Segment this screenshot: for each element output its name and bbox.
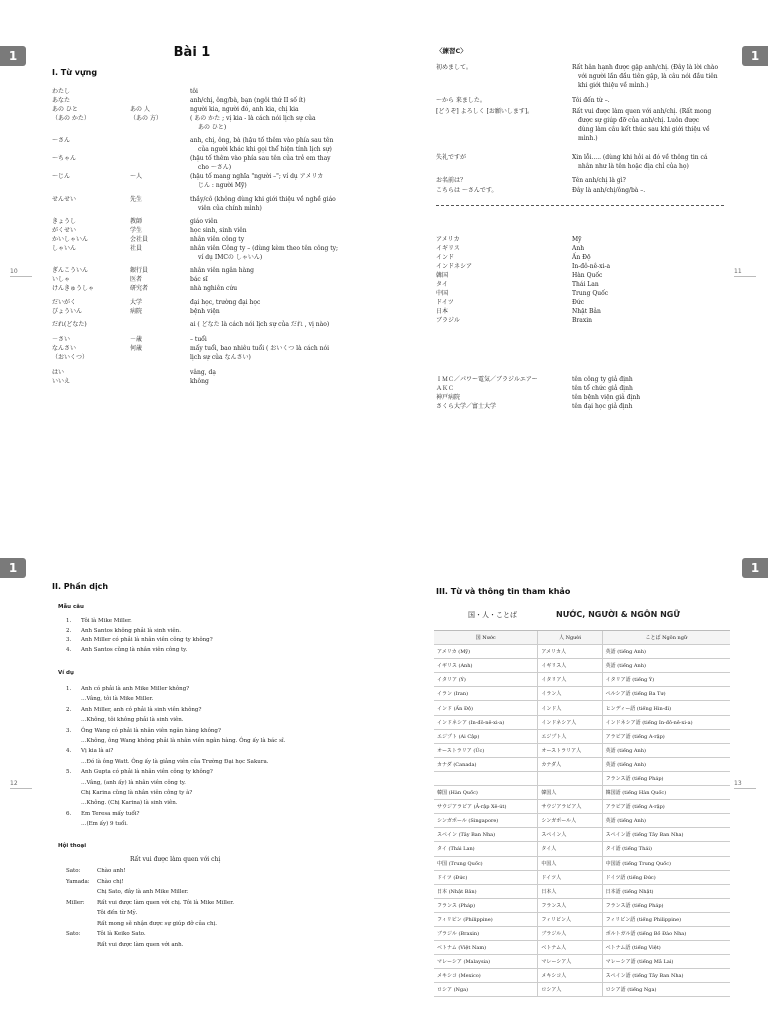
vocab-kanji: （あの 方） [130, 115, 162, 122]
vocab-kanji: 教師 [130, 218, 143, 225]
country-cell: ドイツ (Đức) [434, 870, 538, 884]
vocab-meaning: bệnh viện [190, 308, 220, 315]
vocab-reading: けんきゅうしゃ [52, 285, 95, 292]
vocab-meaning: nhân viên Công ty – (dùng kèm theo tên công ty; [190, 245, 339, 252]
country-cell: 韓国 (Hàn Quốc) [434, 786, 538, 800]
person-cell: フィリピン人 [538, 912, 602, 926]
speaker: Yamada: [66, 878, 90, 885]
vocab-meaning: (hậu tố thêm vào phía sau tên của trẻ em thay [190, 155, 331, 162]
phrase-meaning: Braxin [572, 317, 593, 324]
language-cell: ヒンディー語 (tiếng Hin-đi) [602, 701, 730, 715]
language-cell: 中国語 (tiếng Trung Quốc) [602, 856, 730, 870]
vocab-reading: いしゃ [52, 276, 71, 283]
vocab-kanji: 何歳 [130, 345, 143, 352]
lesson-tab: 1 [0, 46, 26, 66]
phrase-meaning: Rất hân hạnh được gặp anh/chị. (Đây là lời chào [572, 64, 719, 71]
vocab-reading: せんせい [52, 196, 77, 203]
section-heading: III. Từ và thông tin tham khảo [436, 587, 571, 596]
person-cell: シンガポール人 [538, 814, 602, 828]
person-cell: カナダ人 [538, 757, 602, 771]
language-cell: フランス語 (tiếng Pháp) [602, 771, 730, 785]
phrase-jp: アメリカ [436, 236, 460, 243]
table-row [434, 659, 730, 673]
page-12 [0, 512, 384, 1024]
vocab-kanji: 医者 [130, 276, 143, 283]
vocab-reading: はい [52, 369, 65, 376]
person-cell: アメリカ人 [538, 645, 602, 659]
table-row [434, 828, 730, 842]
person-cell: エジプト人 [538, 729, 602, 743]
person-cell: オーストラリア人 [538, 743, 602, 757]
country-cell: エジプト (Ai Cập) [434, 729, 538, 743]
country-cell: ベトナム (Việt Nam) [434, 941, 538, 955]
table-row [434, 898, 730, 912]
phrase-jp: 日本 [436, 308, 449, 315]
vocab-reading: （あの かた） [52, 115, 90, 122]
phrase-meaning: Thái Lan [572, 281, 599, 288]
example-text: Vị kia là ai? [81, 748, 114, 755]
page-number: 13 [734, 780, 756, 789]
vocab-reading: あの ひと [52, 106, 78, 113]
person-cell: ドイツ人 [538, 870, 602, 884]
phrase-jp: ～から 来ました。 [436, 97, 486, 104]
phrase-jp: イギリス [436, 245, 460, 252]
vocab-meaning: học sinh, sinh viên [190, 227, 247, 234]
table-row [434, 969, 730, 983]
phrase-meaning: Đây là anh/chị/ông/bà –. [572, 187, 646, 194]
person-cell: 日本人 [538, 884, 602, 898]
example-text: …Vâng, tôi là Mike Miller. [81, 696, 154, 703]
vocab-meaning: anh/chị, ông/bà, bạn (ngôi thứ II số ít) [190, 97, 306, 104]
phrase-meaning: Hàn Quốc [572, 272, 603, 279]
person-cell [538, 771, 602, 785]
vocab-reading: かいしゃいん [52, 236, 89, 243]
vocab-reading: わたし [52, 88, 71, 95]
table-row [434, 983, 730, 997]
vocab-kanji: 病院 [130, 308, 143, 315]
phrase-jp: ＡＫＣ [436, 385, 455, 392]
vocab-reading: ～ちゃん [52, 155, 77, 162]
table-row [434, 941, 730, 955]
language-cell: ロシア語 (tiếng Nga) [602, 983, 730, 997]
vocab-meaning: ai ( どなた là cách nói lịch sự của だれ , vị nào) [190, 321, 330, 328]
table-row [434, 673, 730, 687]
person-cell: スペイン人 [538, 828, 602, 842]
language-cell: タイ語 (tiếng Thái) [602, 842, 730, 856]
phrase-jp: 韓国 [436, 272, 449, 279]
example-number: 2. [66, 706, 72, 713]
country-cell: イラン (Iran) [434, 687, 538, 701]
vocab-kanji: 先生 [130, 196, 143, 203]
phrase-meaning: tên đại học giả định [572, 403, 633, 410]
language-cell: アラビア語 (tiếng A-rập) [602, 800, 730, 814]
vocab-meaning: anh, chị, ông, bà (hậu tố thêm vào phía sau tên [190, 137, 334, 144]
vocab-kanji: 学生 [130, 227, 143, 234]
example-number: 4. [66, 748, 72, 755]
table-row [434, 687, 730, 701]
phrase-meaning: nhân như là tên hoặc địa chỉ của họ) [578, 163, 689, 170]
vi-du-label: Ví dụ [58, 670, 74, 676]
phrase-meaning: Ấn Độ [572, 254, 591, 261]
country-cell: ブラジル (Braxin) [434, 926, 538, 940]
country-cell: メキシコ (Mexico) [434, 969, 538, 983]
vocab-reading: あなた [52, 97, 71, 104]
vocab-meaning: cho ～さん) [198, 164, 232, 171]
example-text: Anh Gupta có phải là nhân viên công ty không? [81, 769, 213, 776]
vocab-meaning: mấy tuổi, bao nhiêu tuổi ( おいくつ là cách nói [190, 345, 330, 352]
dialogue-line: Chào chị! [97, 878, 124, 885]
page-13 [384, 512, 768, 1024]
vocab-reading: ～さん [52, 137, 71, 144]
example-text: …Không. (Chị Karina) là sinh viên. [81, 800, 178, 807]
vocab-meaning: じん : người Mỹ) [198, 182, 247, 189]
country-cell: 中国 (Trung Quốc) [434, 856, 538, 870]
example-text: …Không, tôi không phải là sinh viên. [81, 717, 184, 724]
speaker: Sato: [66, 931, 81, 937]
vocab-meaning: lịch sự của なんさい) [190, 354, 251, 361]
person-cell: ブラジル人 [538, 926, 602, 940]
column-header: 人 Người [538, 631, 602, 645]
example-text: …Vâng, (anh ấy) là nhân viên công ty. [81, 779, 186, 786]
speaker: Miller: [66, 899, 85, 906]
vocab-meaning: người kia, người đó, anh kia, chị kia [190, 106, 299, 113]
example-text: Em Teresa mấy tuổi? [81, 810, 140, 817]
phrase-meaning: Nhật Bản [572, 308, 601, 315]
person-cell: 韓国人 [538, 786, 602, 800]
vocab-reading: びょういん [52, 308, 83, 315]
vocab-reading: きょうし [52, 218, 77, 225]
sentence-text: Anh Miller có phải là nhân viên công ty không? [81, 637, 213, 643]
phrase-jp: インド [436, 254, 455, 261]
vocab-meaning: nhân viên ngân hàng [190, 267, 254, 274]
phrase-meaning: tên công ty giả định [572, 376, 633, 383]
example-text: …Đó là ông Watt. Ông ấy là giảng viên của Trường Đại học Sakura. [81, 758, 269, 765]
phrase-meaning: tên bệnh viện giả định [572, 394, 641, 401]
country-table [434, 630, 730, 997]
person-cell: メキシコ人 [538, 969, 602, 983]
phrase-meaning: với người lần đầu tiên gặp, là câu nói đầu tiên [578, 73, 718, 80]
phrase-jp: こちらは ～さんです。 [436, 187, 498, 194]
person-cell: イギリス人 [538, 659, 602, 673]
sentence-text: Tôi là Mike Miller. [81, 618, 132, 624]
phrase-meaning: Rất vui được làm quen với anh/chị. (Rất mong [572, 108, 712, 115]
country-cell: イギリス (Anh) [434, 659, 538, 673]
country-cell: インドネシア (In-đô-nê-xi-a) [434, 715, 538, 729]
phrase-jp: ＩＭＣ／パワー電気／ブラジルエアー [436, 376, 538, 383]
vocab-meaning: đại học, trường đại học [190, 299, 261, 306]
vocab-kanji: 研究者 [130, 285, 149, 292]
table-row [434, 856, 730, 870]
phrase-meaning: dùng làm câu kết thúc sau khi giới thiệu về [578, 126, 710, 133]
table-row [434, 926, 730, 940]
language-cell: ベトナム語 (tiếng Việt) [602, 941, 730, 955]
phrase-meaning: tên tổ chức giả định [572, 385, 633, 392]
dialogue-line: Rất vui được làm quen với chị. Tôi là Mike Miller. [97, 899, 234, 906]
person-cell: タイ人 [538, 842, 602, 856]
example-text: Anh có phải là anh Mike Miller không? [81, 686, 190, 692]
person-cell: イラン人 [538, 687, 602, 701]
vocab-reading: だいがく [52, 299, 77, 306]
example-text: Ông Wang có phải là nhân viên ngân hàng không? [81, 727, 221, 734]
sentence-number: 3. [66, 637, 72, 643]
example-text: Chị Karina cũng là nhân viên công ty à? [81, 790, 193, 796]
phrase-meaning: Mỹ [572, 236, 582, 243]
table-row [434, 842, 730, 856]
dialogue-line: Chị Sato, đây là anh Mike Miller. [97, 889, 189, 895]
example-number: 3. [66, 727, 72, 734]
phrase-jp: 初めまして。 [436, 64, 472, 71]
phrase-meaning: Xin lỗi..... (dùng khi hỏi ai đó về thông tin cá [572, 154, 708, 161]
vocab-reading: なんさい [52, 345, 77, 352]
table-row [434, 729, 730, 743]
vocab-reading: だれ(どなた) [52, 321, 87, 328]
sentence-number: 4. [66, 646, 72, 653]
language-cell: ペルシア語 (tiếng Ba Tư) [602, 687, 730, 701]
vocab-meaning: あの ひと) [198, 124, 227, 131]
section-heading: I. Từ vựng [52, 68, 98, 77]
country-cell: タイ (Thái Lan) [434, 842, 538, 856]
lesson-tab: 1 [0, 558, 26, 578]
vocab-meaning: nhân viên công ty [190, 236, 245, 243]
phrase-jp: インドネシア [436, 263, 472, 270]
language-cell: イタリア語 (tiếng Ý) [602, 673, 730, 687]
country-cell: シンガポール (Singapore) [434, 814, 538, 828]
phrase-jp: タイ [436, 281, 448, 288]
language-cell: 日本語 (tiếng Nhật) [602, 884, 730, 898]
table-row [434, 884, 730, 898]
dialogue-title: Rất vui được làm quen với chị [130, 856, 221, 863]
vocab-reading: がくせい [52, 227, 77, 234]
section-heading: II. Phần dịch [52, 582, 109, 591]
country-cell [434, 771, 538, 785]
table-row [434, 757, 730, 771]
phrase-jp: [どうぞ] よろしく [お願いします]。 [436, 108, 534, 115]
language-cell: ドイツ語 (tiếng Đức) [602, 870, 730, 884]
person-cell: ロシア人 [538, 983, 602, 997]
vocab-meaning: nhà nghiên cứu [190, 285, 238, 292]
table-row [434, 814, 730, 828]
country-cell: スペイン (Tây Ban Nha) [434, 828, 538, 842]
country-cell: サウジアラビア (Ả-rập Xê-út) [434, 800, 538, 814]
table-row [434, 870, 730, 884]
person-cell: フランス人 [538, 898, 602, 912]
hoi-thoai-label: Hội thoại [58, 843, 87, 849]
vocab-meaning: vâng, dạ [190, 369, 216, 376]
table-row [434, 955, 730, 969]
language-cell: 英語 (tiếng Anh) [602, 743, 730, 757]
phrase-jp: ブラジル [436, 317, 460, 324]
vocab-kanji: あの 人 [130, 106, 150, 113]
example-number: 6. [66, 810, 72, 817]
language-cell: フランス語 (tiếng Pháp) [602, 898, 730, 912]
phrase-meaning: mình.) [578, 135, 598, 142]
sentence-text: Anh Santos cũng là nhân viên công ty. [81, 646, 188, 653]
country-cell: マレーシア (Malaysia) [434, 955, 538, 969]
page-11 [384, 0, 768, 512]
vocab-meaning: ( あの かた ; vị kia - là cách nói lịch sự của [190, 115, 316, 122]
language-cell: ポルトガル語 (tiếng Bồ Đào Nha) [602, 926, 730, 940]
vocab-meaning: không [190, 378, 209, 385]
vocab-kanji: ～人 [130, 173, 143, 180]
language-cell: 英語 (tiếng Anh) [602, 645, 730, 659]
phrase-jp: さくら大学／富士大学 [436, 403, 497, 410]
vocab-meaning: giáo viên [190, 218, 218, 225]
person-cell: 中国人 [538, 856, 602, 870]
speaker: Sato: [66, 868, 81, 874]
lesson-tab: 1 [742, 558, 768, 578]
vocab-reading: ぎんこういん [52, 267, 89, 274]
phrase-jp: 中国 [436, 290, 449, 297]
phrase-meaning: Tôi đến từ –. [572, 97, 610, 104]
phrase-jp: ドイツ [436, 299, 454, 306]
country-cell: アメリカ (Mỹ) [434, 645, 538, 659]
country-cell: フランス (Pháp) [434, 898, 538, 912]
vocab-reading: ～じん [52, 173, 71, 180]
person-cell: マレーシア人 [538, 955, 602, 969]
sentence-text: Anh Santos không phải là sinh viên. [81, 627, 181, 634]
vocab-meaning: ví dụ IMCの しゃいん) [198, 254, 263, 261]
table-row [434, 800, 730, 814]
vocab-reading: いいえ [52, 378, 71, 385]
vocab-kanji: －歳 [130, 336, 143, 343]
country-cell: オーストラリア (Úc) [434, 743, 538, 757]
example-text: Anh Miller, anh có phải là sinh viên không? [81, 706, 202, 713]
country-cell: フィリピン (Philippine) [434, 912, 538, 926]
page-number: 12 [10, 780, 32, 789]
table-row [434, 786, 730, 800]
example-number: 1. [66, 686, 72, 692]
phrase-meaning: khi giới thiệu về mình.) [578, 82, 649, 89]
person-cell: サウジアラビア人 [538, 800, 602, 814]
vocab-meaning: bác sĩ [190, 276, 208, 283]
page-title: Bài 1 [173, 45, 211, 60]
table-row [434, 771, 730, 785]
dialogue-line: Chào anh! [97, 868, 126, 874]
subtitle-vi: NƯỚC, NGƯỜI & NGÔN NGỮ [556, 610, 681, 619]
language-cell: スペイン語 (tiếng Tây Ban Nha) [602, 969, 730, 983]
sentence-number: 1. [66, 618, 72, 624]
person-cell: インド人 [538, 701, 602, 715]
country-cell: インド (Ấn Độ) [434, 701, 538, 715]
language-cell: フィリピン語 (tiếng Philippine) [602, 912, 730, 926]
column-header: ことば Ngôn ngữ [602, 631, 730, 645]
language-cell: 英語 (tiếng Anh) [602, 757, 730, 771]
vocab-kanji: 会社員 [130, 236, 149, 243]
dialogue-line: Tôi đến từ Mỹ. [97, 910, 138, 916]
vocab-kanji: 銀行員 [130, 267, 149, 274]
language-cell: 英語 (tiếng Anh) [602, 659, 730, 673]
table-row [434, 743, 730, 757]
person-cell: ベトナム人 [538, 941, 602, 955]
subtitle-jp: 国・人・ことば [468, 611, 517, 619]
country-cell: 日本 (Nhật Bản) [434, 884, 538, 898]
phrase-meaning: Anh [572, 245, 585, 252]
language-cell: インドネシア語 (tiếng In-đô-nê-xi-a) [602, 715, 730, 729]
phrase-meaning: được sự giúp đỡ của anh/chị. Luôn được [578, 117, 700, 124]
page-10 [0, 0, 384, 512]
lesson-tab: 1 [742, 46, 768, 66]
vocab-reading: （おいくつ） [52, 354, 89, 361]
phrase-meaning: In-đô-nê-xi-a [572, 263, 611, 270]
dialogue-line: Tôi là Keiko Sato. [97, 931, 146, 937]
example-number: 5. [66, 769, 72, 776]
vocab-kanji: 社員 [130, 245, 143, 252]
country-cell: イタリア (Ý) [434, 673, 538, 687]
vocab-meaning: của người khác khi gọi thể hiện tính lịch sự) [198, 146, 332, 153]
column-header: 国 Nước [434, 631, 538, 645]
phrase-jp: 失礼ですが [436, 154, 467, 161]
country-cell: ロシア (Nga) [434, 983, 538, 997]
language-cell: アラビア語 (tiếng A-rập) [602, 729, 730, 743]
practice-heading: 〈練習C〉 [436, 47, 467, 55]
dialogue-line: Rất vui được làm quen với anh. [97, 941, 184, 948]
country-cell: カナダ (Canada) [434, 757, 538, 771]
vocab-meaning: tôi [190, 88, 198, 95]
language-cell: スペイン語 (tiếng Tây Ban Nha) [602, 828, 730, 842]
table-row [434, 645, 730, 659]
table-row [434, 912, 730, 926]
phrase-jp: 神戸病院 [436, 394, 461, 401]
vocab-kanji: 大学 [130, 299, 143, 306]
page-number: 10 [10, 268, 32, 277]
vocab-meaning: – tuổi [190, 336, 207, 343]
phrase-meaning: Tên anh/chị là gì? [572, 177, 626, 184]
vocab-reading: －さい [52, 336, 71, 343]
language-cell: 英語 (tiếng Anh) [602, 814, 730, 828]
person-cell: イタリア人 [538, 673, 602, 687]
sentence-number: 2. [66, 627, 72, 634]
language-cell: 韓国語 (tiếng Hàn Quốc) [602, 786, 730, 800]
example-text: …(Em ấy) 9 tuổi. [81, 821, 128, 828]
page-number: 11 [734, 268, 756, 277]
vocab-meaning: viên của chính mình) [198, 205, 262, 212]
dialogue-line: Rất mong sẽ nhận được sự giúp đỡ của chị. [97, 920, 218, 927]
person-cell: インドネシア人 [538, 715, 602, 729]
table-row [434, 715, 730, 729]
vocab-meaning: thầy/cô (không dùng khi giới thiệu về nghề giáo [190, 196, 336, 203]
vocab-reading: しゃいん [52, 245, 77, 252]
example-text: …Không, ông Wang không phải là nhân viên ngân hàng. Ông ấy là bác sĩ. [81, 738, 286, 744]
divider [436, 205, 724, 206]
language-cell: マレーシア語 (tiếng Mã Lai) [602, 955, 730, 969]
phrase-meaning: Trung Quốc [572, 290, 609, 297]
vocab-meaning: (hậu tố mang nghĩa "người –"; ví dụ アメリカ [190, 173, 324, 180]
mau-cau-label: Mẫu câu [58, 604, 84, 610]
table-row [434, 701, 730, 715]
phrase-meaning: Đức [572, 299, 585, 306]
phrase-jp: お名前は？ [436, 177, 467, 184]
